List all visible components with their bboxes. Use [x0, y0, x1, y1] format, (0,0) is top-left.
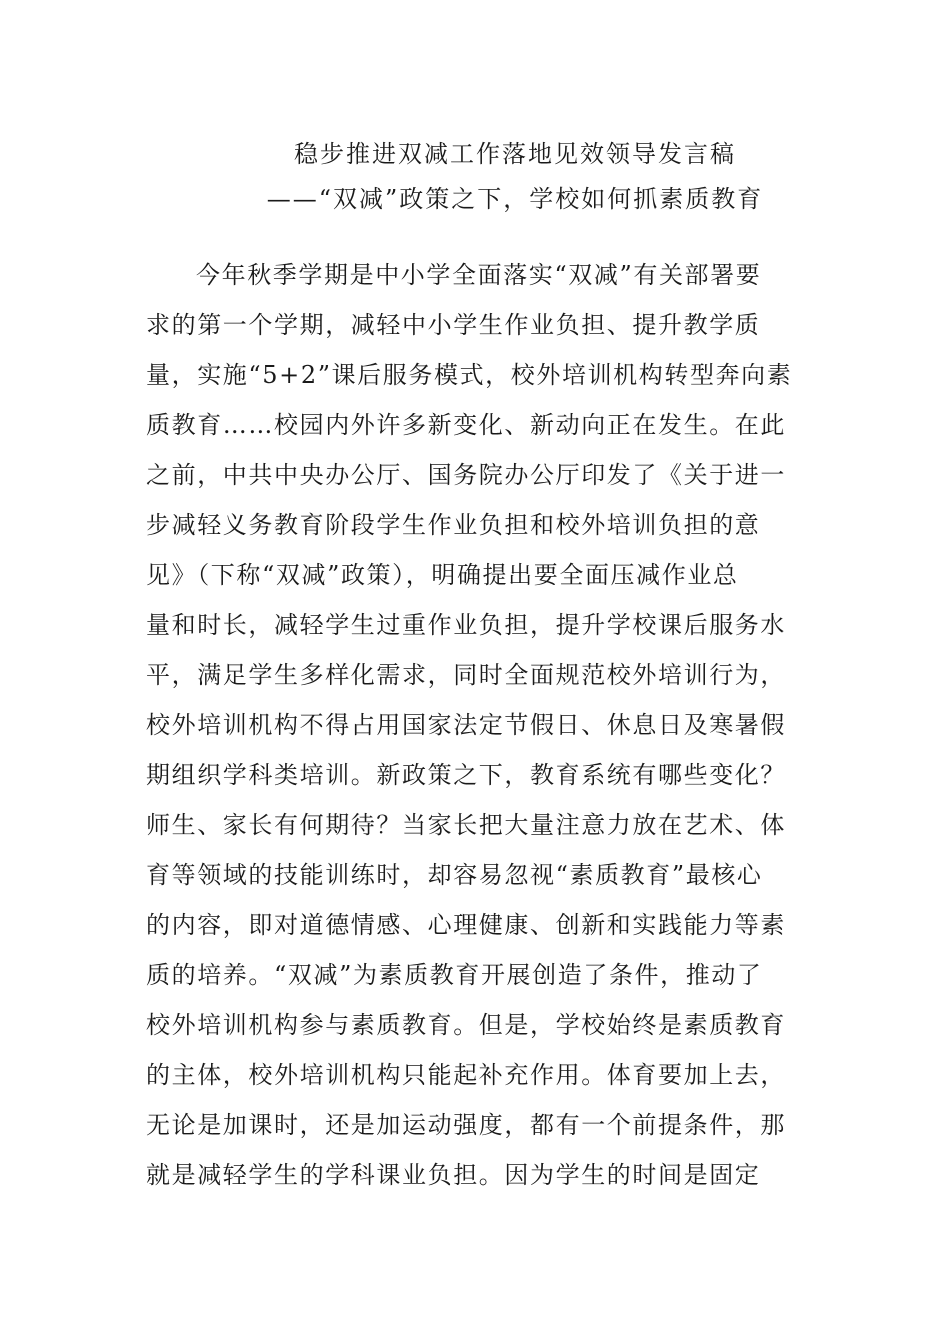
document-subtitle: ——“双减”政策之下，学校如何抓素质教育	[266, 185, 764, 213]
paragraph-line: 师生、家长有何期待？当家长把大量注意力放在艺术、体	[146, 811, 786, 839]
paragraph-line: 校外培训机构不得占用国家法定节假日、休息日及寒暑假	[146, 711, 786, 739]
paragraph-line: 量和时长，减轻学生过重作业负担，提升学校课后服务水	[146, 611, 786, 639]
body-paragraph	[146, 260, 796, 1210]
document-title: 稳步推进双减工作落地见效领导发言稿	[294, 140, 736, 168]
paragraph-line: 无论是加课时，还是加运动强度，都有一个前提条件，那	[146, 1111, 786, 1139]
paragraph-line: 的内容，即对道德情感、心理健康、创新和实践能力等素	[146, 911, 786, 939]
paragraph-line: 质教育……校园内外许多新变化、新动向正在发生。在此	[146, 411, 786, 439]
paragraph-line: 今年秋季学期是中小学全面落实“双减”有关部署要	[196, 261, 762, 289]
paragraph-line: 期组织学科类培训。新政策之下，教育系统有哪些变化？	[146, 761, 786, 789]
paragraph-line: 见》（下称“双减”政策），明确提出要全面压减作业总	[146, 561, 739, 589]
paragraph-line: 求的第一个学期，减轻中小学生作业负担、提升教学质	[146, 311, 761, 339]
paragraph-line: 平，满足学生多样化需求，同时全面规范校外培训行为，	[146, 661, 786, 689]
paragraph-line: 校外培训机构参与素质教育。但是，学校始终是素质教育	[146, 1011, 786, 1039]
paragraph-line: 步减轻义务教育阶段学生作业负担和校外培训负担的意	[146, 511, 761, 539]
paragraph-line: 就是减轻学生的学科课业负担。因为学生的时间是固定	[146, 1161, 761, 1189]
paragraph-line: 的主体，校外培训机构只能起补充作用。体育要加上去，	[146, 1061, 786, 1089]
paragraph-line: 育等领域的技能训练时，却容易忽视“素质教育”最核心	[146, 861, 763, 889]
paragraph-line: 之前，中共中央办公厅、国务院办公厅印发了《关于进一	[146, 461, 786, 489]
paragraph-line: 质的培养。“双减”为素质教育开展创造了条件，推动了	[146, 961, 763, 989]
paragraph-line: 量，实施“5+2”课后服务模式，校外培训机构转型奔向素	[146, 361, 793, 389]
